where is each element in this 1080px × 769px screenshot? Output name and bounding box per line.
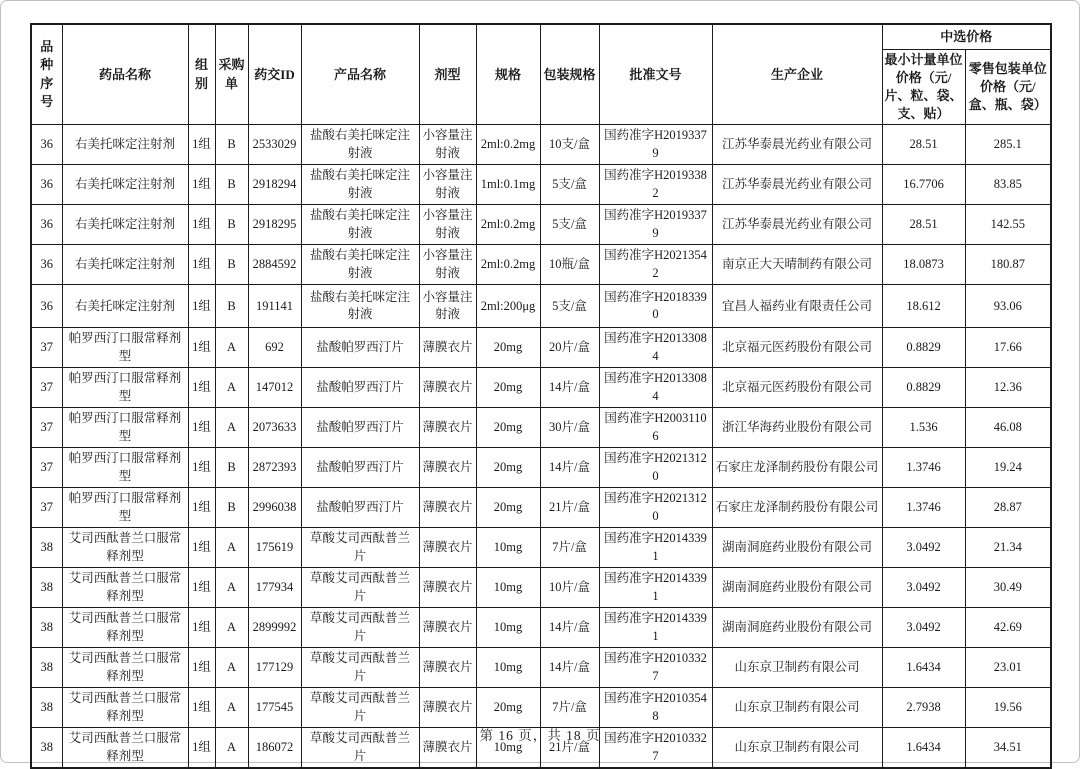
cell-approval-no: 国药准字H20031106 (599, 408, 712, 448)
cell-product-name: 草酸艾司西酞普兰片 (301, 688, 419, 728)
cell-dosage-form: 薄膜衣片 (419, 608, 476, 648)
cell-product-name: 草酸艾司西酞普兰片 (301, 568, 419, 608)
cell-group: 1组 (188, 688, 215, 728)
cell-product-name: 盐酸帕罗西汀片 (301, 368, 419, 408)
cell-spec: 10mg (476, 528, 540, 568)
cell-drug-name: 右美托咪定注射剂 (62, 285, 188, 328)
cell-dosage-form: 小容量注射液 (419, 165, 476, 205)
cell-dosage-form: 小容量注射液 (419, 245, 476, 285)
cell-product-name: 盐酸帕罗西汀片 (301, 488, 419, 528)
cell-spec: 2ml:200μg (476, 285, 540, 328)
cell-approval-no: 国药准字H20133084 (599, 368, 712, 408)
cell-min-unit-price: 1.6434 (882, 648, 965, 688)
cell-dosage-form: 薄膜衣片 (419, 728, 476, 769)
cell-seq: 37 (31, 368, 62, 408)
cell-approval-no: 国药准字H20143391 (599, 608, 712, 648)
cell-drug-name: 艾司西酞普兰口服常释剂型 (62, 608, 188, 648)
cell-trade-id: 186072 (248, 728, 301, 769)
cell-spec: 20mg (476, 488, 540, 528)
cell-pack-spec: 5支/盒 (540, 205, 599, 245)
cell-group: 1组 (188, 648, 215, 688)
cell-pack-spec: 10支/盒 (540, 125, 599, 165)
cell-pack-spec: 10片/盒 (540, 568, 599, 608)
cell-retail-pack-price: 285.1 (965, 125, 1051, 165)
cell-spec: 20mg (476, 448, 540, 488)
cell-trade-id: 2073633 (248, 408, 301, 448)
cell-dosage-form: 薄膜衣片 (419, 448, 476, 488)
cell-seq: 36 (31, 245, 62, 285)
table-row (31, 245, 1051, 285)
cell-seq: 38 (31, 528, 62, 568)
cell-spec: 20mg (476, 408, 540, 448)
cell-drug-name: 帕罗西汀口服常释剂型 (62, 368, 188, 408)
cell-retail-pack-price: 34.51 (965, 728, 1051, 769)
cell-drug-name: 右美托咪定注射剂 (62, 205, 188, 245)
cell-min-unit-price: 3.0492 (882, 608, 965, 648)
cell-seq: 38 (31, 608, 62, 648)
drug-price-table (30, 23, 1052, 769)
cell-manufacturer: 江苏华泰晨光药业有限公司 (712, 165, 882, 205)
cell-seq: 37 (31, 488, 62, 528)
cell-approval-no: 国药准字H20213542 (599, 245, 712, 285)
col-header-seq: 品种序号 (31, 24, 62, 125)
cell-drug-name: 帕罗西汀口服常释剂型 (62, 328, 188, 368)
table-row (31, 448, 1051, 488)
cell-drug-name: 右美托咪定注射剂 (62, 245, 188, 285)
cell-min-unit-price: 0.8829 (882, 328, 965, 368)
cell-drug-name: 艾司西酞普兰口服常释剂型 (62, 528, 188, 568)
cell-min-unit-price: 3.0492 (882, 528, 965, 568)
cell-trade-id: 175619 (248, 528, 301, 568)
cell-min-unit-price: 1.3746 (882, 488, 965, 528)
cell-manufacturer: 宜昌人福药业有限责任公司 (712, 285, 882, 328)
cell-manufacturer: 北京福元医药股份有限公司 (712, 368, 882, 408)
cell-spec: 10mg (476, 728, 540, 769)
cell-approval-no: 国药准字H20103548 (599, 688, 712, 728)
col-header-retail-pack-price: 零售包装单位价格（元/盒、瓶、袋） (965, 49, 1051, 125)
table-row (31, 368, 1051, 408)
cell-pack-spec: 5支/盒 (540, 285, 599, 328)
cell-spec: 10mg (476, 648, 540, 688)
cell-trade-id: 2918295 (248, 205, 301, 245)
cell-pack-spec: 7片/盒 (540, 528, 599, 568)
cell-group: 1组 (188, 245, 215, 285)
table-row (31, 125, 1051, 165)
cell-dosage-form: 薄膜衣片 (419, 408, 476, 448)
cell-drug-name: 艾司西酞普兰口服常释剂型 (62, 688, 188, 728)
cell-group: 1组 (188, 608, 215, 648)
col-header-purchase-order: 采购单 (215, 24, 248, 125)
cell-min-unit-price: 18.0873 (882, 245, 965, 285)
cell-manufacturer: 石家庄龙泽制药股份有限公司 (712, 448, 882, 488)
cell-group: 1组 (188, 568, 215, 608)
cell-dosage-form: 薄膜衣片 (419, 688, 476, 728)
cell-min-unit-price: 18.612 (882, 285, 965, 328)
cell-product-name: 盐酸右美托咪定注射液 (301, 245, 419, 285)
table-row (31, 165, 1051, 205)
cell-approval-no: 国药准字H20213120 (599, 488, 712, 528)
cell-drug-name: 右美托咪定注射剂 (62, 165, 188, 205)
cell-dosage-form: 薄膜衣片 (419, 568, 476, 608)
cell-retail-pack-price: 180.87 (965, 245, 1051, 285)
table-header (31, 24, 1051, 125)
table-row (31, 285, 1051, 328)
table-row (31, 648, 1051, 688)
cell-product-name: 草酸艾司西酞普兰片 (301, 648, 419, 688)
cell-seq: 36 (31, 285, 62, 328)
cell-trade-id: 147012 (248, 368, 301, 408)
col-header-trade-id: 药交ID (248, 24, 301, 125)
cell-group: 1组 (188, 728, 215, 769)
cell-product-name: 盐酸右美托咪定注射液 (301, 285, 419, 328)
cell-spec: 2ml:0.2mg (476, 125, 540, 165)
cell-purchase-order: A (215, 608, 248, 648)
cell-retail-pack-price: 19.56 (965, 688, 1051, 728)
cell-min-unit-price: 0.8829 (882, 368, 965, 408)
cell-seq: 36 (31, 165, 62, 205)
cell-spec: 20mg (476, 688, 540, 728)
cell-min-unit-price: 28.51 (882, 125, 965, 165)
cell-pack-spec: 5支/盒 (540, 165, 599, 205)
cell-purchase-order: A (215, 568, 248, 608)
cell-product-name: 盐酸帕罗西汀片 (301, 328, 419, 368)
cell-group: 1组 (188, 448, 215, 488)
table-row (31, 528, 1051, 568)
cell-min-unit-price: 1.3746 (882, 448, 965, 488)
cell-retail-pack-price: 17.66 (965, 328, 1051, 368)
cell-purchase-order: B (215, 285, 248, 328)
cell-min-unit-price: 1.536 (882, 408, 965, 448)
cell-drug-name: 艾司西酞普兰口服常释剂型 (62, 568, 188, 608)
cell-retail-pack-price: 30.49 (965, 568, 1051, 608)
cell-spec: 10mg (476, 608, 540, 648)
cell-spec: 20mg (476, 328, 540, 368)
cell-seq: 36 (31, 205, 62, 245)
cell-trade-id: 191141 (248, 285, 301, 328)
cell-trade-id: 2533029 (248, 125, 301, 165)
cell-manufacturer: 山东京卫制药有限公司 (712, 648, 882, 688)
cell-manufacturer: 山东京卫制药有限公司 (712, 728, 882, 769)
col-header-drug-name: 药品名称 (62, 24, 188, 125)
cell-pack-spec: 30片/盒 (540, 408, 599, 448)
cell-trade-id: 177934 (248, 568, 301, 608)
cell-pack-spec: 20片/盒 (540, 328, 599, 368)
cell-trade-id: 177545 (248, 688, 301, 728)
cell-group: 1组 (188, 528, 215, 568)
col-header-product-name: 产品名称 (301, 24, 419, 125)
table-row (31, 408, 1051, 448)
cell-spec: 10mg (476, 568, 540, 608)
cell-purchase-order: B (215, 245, 248, 285)
cell-pack-spec: 14片/盒 (540, 648, 599, 688)
cell-purchase-order: B (215, 165, 248, 205)
cell-seq: 38 (31, 728, 62, 769)
cell-dosage-form: 小容量注射液 (419, 285, 476, 328)
table-row (31, 205, 1051, 245)
cell-manufacturer: 湖南洞庭药业股份有限公司 (712, 608, 882, 648)
cell-approval-no: 国药准字H20143391 (599, 568, 712, 608)
cell-manufacturer: 山东京卫制药有限公司 (712, 688, 882, 728)
cell-purchase-order: B (215, 125, 248, 165)
cell-pack-spec: 14片/盒 (540, 448, 599, 488)
col-header-selected-price-group: 中选价格 (882, 24, 1051, 49)
cell-product-name: 盐酸右美托咪定注射液 (301, 205, 419, 245)
cell-drug-name: 右美托咪定注射剂 (62, 125, 188, 165)
cell-purchase-order: A (215, 368, 248, 408)
cell-spec: 1ml:0.1mg (476, 165, 540, 205)
cell-purchase-order: B (215, 488, 248, 528)
cell-manufacturer: 北京福元医药股份有限公司 (712, 328, 882, 368)
cell-product-name: 草酸艾司西酞普兰片 (301, 728, 419, 769)
cell-spec: 2ml:0.2mg (476, 205, 540, 245)
cell-retail-pack-price: 28.87 (965, 488, 1051, 528)
cell-manufacturer: 江苏华泰晨光药业有限公司 (712, 205, 882, 245)
cell-retail-pack-price: 21.34 (965, 528, 1051, 568)
cell-group: 1组 (188, 368, 215, 408)
cell-pack-spec: 14片/盒 (540, 608, 599, 648)
table-row (31, 568, 1051, 608)
cell-min-unit-price: 3.0492 (882, 568, 965, 608)
cell-seq: 37 (31, 448, 62, 488)
cell-manufacturer: 石家庄龙泽制药股份有限公司 (712, 488, 882, 528)
cell-min-unit-price: 1.6434 (882, 728, 965, 769)
cell-approval-no: 国药准字H20193379 (599, 125, 712, 165)
cell-approval-no: 国药准字H20193379 (599, 205, 712, 245)
cell-approval-no: 国药准字H20193382 (599, 165, 712, 205)
col-header-min-unit-price: 最小计量单位价格（元/片、粒、袋、支、贴） (882, 49, 965, 125)
cell-manufacturer: 湖南洞庭药业股份有限公司 (712, 528, 882, 568)
cell-manufacturer: 湖南洞庭药业股份有限公司 (712, 568, 882, 608)
cell-min-unit-price: 2.7938 (882, 688, 965, 728)
cell-retail-pack-price: 19.24 (965, 448, 1051, 488)
col-header-pack-spec: 包装规格 (540, 24, 599, 125)
cell-pack-spec: 14片/盒 (540, 368, 599, 408)
cell-group: 1组 (188, 165, 215, 205)
cell-drug-name: 艾司西酞普兰口服常释剂型 (62, 648, 188, 688)
cell-dosage-form: 薄膜衣片 (419, 528, 476, 568)
cell-drug-name: 帕罗西汀口服常释剂型 (62, 488, 188, 528)
cell-product-name: 盐酸右美托咪定注射液 (301, 165, 419, 205)
cell-pack-spec: 21片/盒 (540, 488, 599, 528)
table-row (31, 488, 1051, 528)
cell-retail-pack-price: 142.55 (965, 205, 1051, 245)
cell-product-name: 盐酸帕罗西汀片 (301, 448, 419, 488)
cell-trade-id: 2996038 (248, 488, 301, 528)
cell-group: 1组 (188, 285, 215, 328)
cell-group: 1组 (188, 205, 215, 245)
cell-purchase-order: A (215, 328, 248, 368)
table-row (31, 328, 1051, 368)
cell-approval-no: 国药准字H20143391 (599, 528, 712, 568)
cell-approval-no: 国药准字H20103327 (599, 728, 712, 769)
cell-dosage-form: 小容量注射液 (419, 125, 476, 165)
table-row (31, 688, 1051, 728)
cell-seq: 38 (31, 688, 62, 728)
cell-dosage-form: 薄膜衣片 (419, 648, 476, 688)
cell-trade-id: 692 (248, 328, 301, 368)
cell-purchase-order: A (215, 528, 248, 568)
cell-trade-id: 2899992 (248, 608, 301, 648)
cell-seq: 36 (31, 125, 62, 165)
cell-trade-id: 2884592 (248, 245, 301, 285)
cell-purchase-order: B (215, 448, 248, 488)
cell-dosage-form: 小容量注射液 (419, 205, 476, 245)
cell-product-name: 草酸艾司西酞普兰片 (301, 608, 419, 648)
price-table-body (31, 125, 1051, 769)
cell-retail-pack-price: 23.01 (965, 648, 1051, 688)
cell-product-name: 盐酸帕罗西汀片 (301, 408, 419, 448)
col-header-approval-no: 批准文号 (599, 24, 712, 125)
col-header-group: 组别 (188, 24, 215, 125)
cell-approval-no: 国药准字H20213120 (599, 448, 712, 488)
cell-purchase-order: B (215, 205, 248, 245)
cell-group: 1组 (188, 408, 215, 448)
cell-trade-id: 2872393 (248, 448, 301, 488)
col-header-dosage-form: 剂型 (419, 24, 476, 125)
cell-approval-no: 国药准字H20103327 (599, 648, 712, 688)
cell-seq: 37 (31, 408, 62, 448)
cell-purchase-order: A (215, 648, 248, 688)
col-header-spec: 规格 (476, 24, 540, 125)
cell-product-name: 草酸艾司西酞普兰片 (301, 528, 419, 568)
cell-dosage-form: 薄膜衣片 (419, 488, 476, 528)
cell-purchase-order: A (215, 408, 248, 448)
cell-retail-pack-price: 83.85 (965, 165, 1051, 205)
cell-approval-no: 国药准字H20133084 (599, 328, 712, 368)
cell-seq: 38 (31, 568, 62, 608)
cell-retail-pack-price: 46.08 (965, 408, 1051, 448)
cell-group: 1组 (188, 488, 215, 528)
cell-spec: 20mg (476, 368, 540, 408)
cell-dosage-form: 薄膜衣片 (419, 368, 476, 408)
cell-dosage-form: 薄膜衣片 (419, 328, 476, 368)
cell-trade-id: 177129 (248, 648, 301, 688)
cell-product-name: 盐酸右美托咪定注射液 (301, 125, 419, 165)
cell-retail-pack-price: 93.06 (965, 285, 1051, 328)
cell-seq: 37 (31, 328, 62, 368)
cell-retail-pack-price: 12.36 (965, 368, 1051, 408)
cell-pack-spec: 7片/盒 (540, 688, 599, 728)
cell-drug-name: 艾司西酞普兰口服常释剂型 (62, 728, 188, 769)
cell-group: 1组 (188, 328, 215, 368)
cell-pack-spec: 10瓶/盒 (540, 245, 599, 285)
cell-min-unit-price: 16.7706 (882, 165, 965, 205)
cell-manufacturer: 江苏华泰晨光药业有限公司 (712, 125, 882, 165)
cell-spec: 2ml:0.2mg (476, 245, 540, 285)
cell-pack-spec: 21片/盒 (540, 728, 599, 769)
cell-purchase-order: A (215, 728, 248, 769)
cell-manufacturer: 南京正大天晴制药有限公司 (712, 245, 882, 285)
cell-approval-no: 国药准字H20183390 (599, 285, 712, 328)
cell-seq: 38 (31, 648, 62, 688)
table-row (31, 608, 1051, 648)
cell-trade-id: 2918294 (248, 165, 301, 205)
col-header-manufacturer: 生产企业 (712, 24, 882, 125)
cell-manufacturer: 浙江华海药业股份有限公司 (712, 408, 882, 448)
cell-min-unit-price: 28.51 (882, 205, 965, 245)
page-footer: 第 16 页，共 18 页 (479, 728, 601, 743)
cell-retail-pack-price: 42.69 (965, 608, 1051, 648)
cell-purchase-order: A (215, 688, 248, 728)
cell-drug-name: 帕罗西汀口服常释剂型 (62, 448, 188, 488)
cell-drug-name: 帕罗西汀口服常释剂型 (62, 408, 188, 448)
cell-group: 1组 (188, 125, 215, 165)
